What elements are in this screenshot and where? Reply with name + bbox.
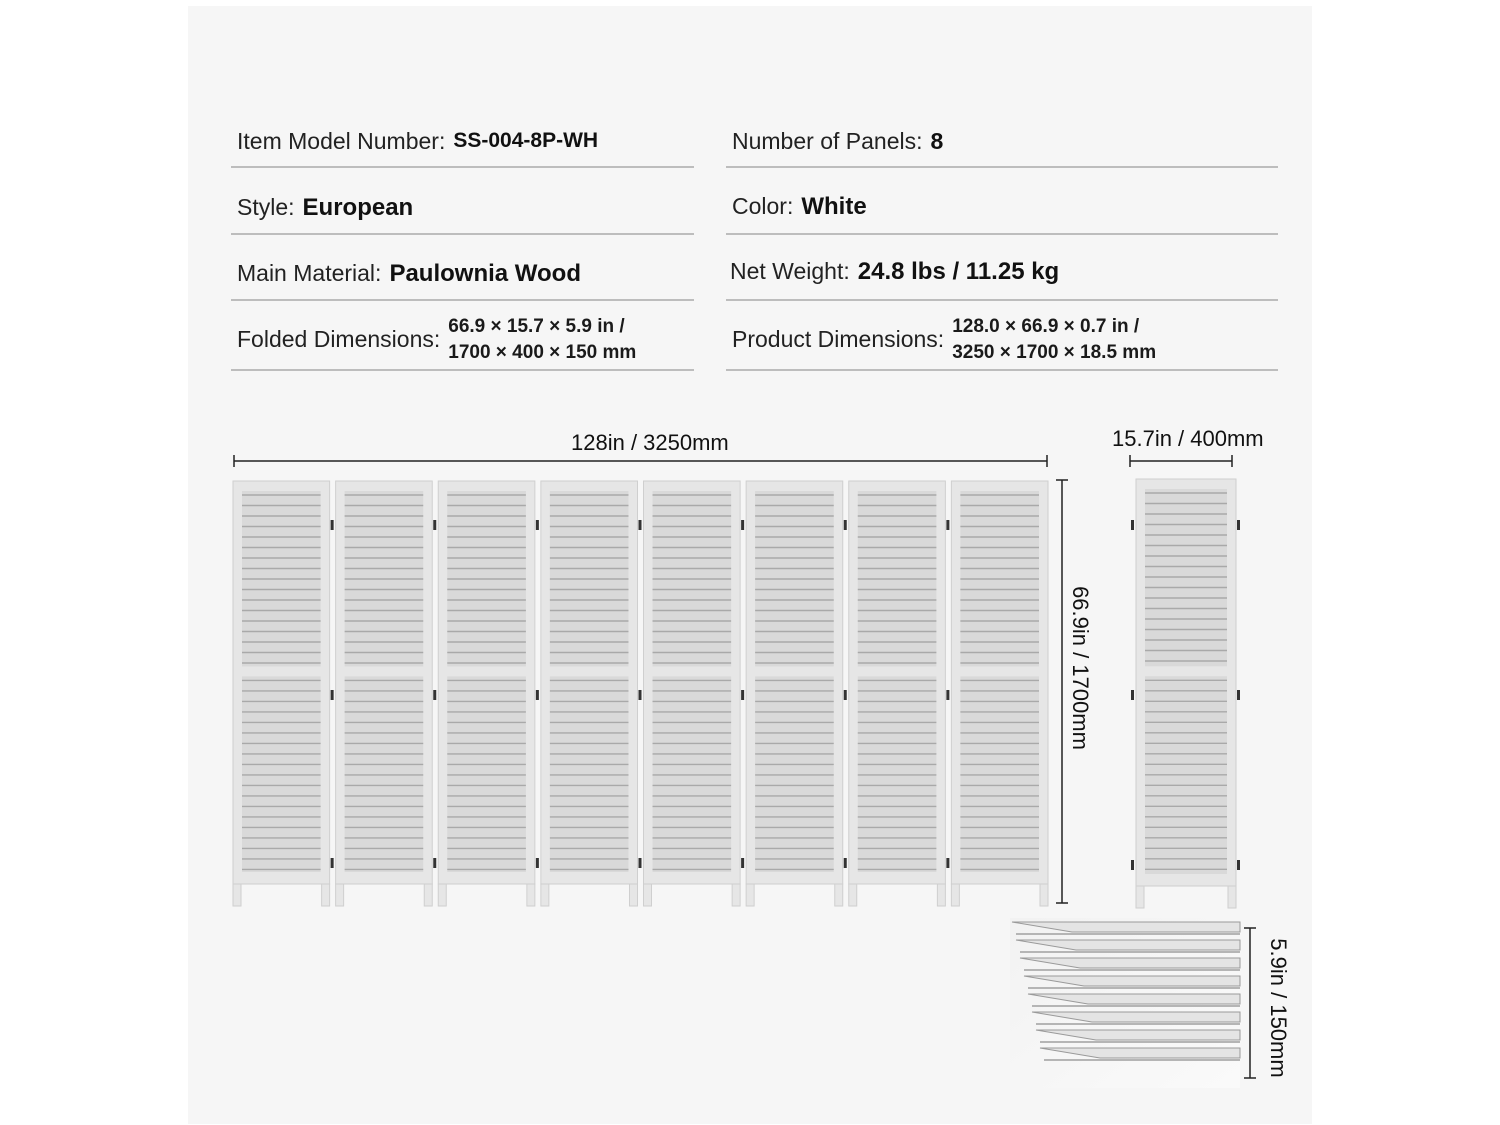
screen-panel — [849, 481, 946, 906]
hinge-icon — [1131, 690, 1134, 700]
screen-panel — [438, 481, 535, 906]
thickness-dimension-label: 5.9in / 150mm — [1266, 938, 1291, 1078]
hinge-icon — [741, 520, 744, 530]
hinge-icon — [639, 520, 642, 530]
hinge-icon — [844, 858, 847, 868]
hinge-icon — [946, 520, 949, 530]
hinge-icon — [331, 858, 334, 868]
spec-label: Main Material: — [237, 260, 382, 286]
side-panel — [1136, 479, 1236, 908]
hinge-icon — [433, 690, 436, 700]
spec-label: Color: — [732, 193, 794, 219]
width-dimension-label: 128in / 3250mm — [571, 430, 729, 455]
spec-value: 24.8 lbs / 11.25 kg — [857, 257, 1060, 285]
hinge-icon — [741, 858, 744, 868]
spec-label: Folded Dimensions: — [237, 326, 441, 352]
spec-value-line: 1700 × 400 × 150 mm — [448, 341, 637, 363]
hinge-icon — [844, 520, 847, 530]
hinge-icon — [946, 858, 949, 868]
hinge-icon — [433, 858, 436, 868]
screen-panel — [541, 481, 638, 906]
hinge-icon — [433, 520, 436, 530]
hinge-icon — [1237, 690, 1240, 700]
screen-panel — [746, 481, 843, 906]
spec-value: SS-004-8P-WH — [453, 129, 599, 152]
spec-label: Number of Panels: — [732, 127, 923, 154]
panel-width-dimension-label: 15.7in / 400mm — [1112, 426, 1264, 451]
hinge-icon — [1131, 520, 1134, 530]
height-dimension-line — [1056, 480, 1068, 903]
screen-panel — [951, 481, 1048, 906]
eight-panel-screen — [233, 481, 1048, 906]
hinge-icon — [844, 690, 847, 700]
thickness-dimension-line — [1244, 928, 1256, 1078]
spec-value-line: 66.9 × 15.7 × 5.9 in / — [448, 315, 625, 337]
hinge-icon — [536, 520, 539, 530]
hinge-icon — [1237, 520, 1240, 530]
hinge-icon — [1237, 860, 1240, 870]
spec-value: Paulownia Wood — [389, 259, 581, 287]
spec-value: White — [801, 192, 867, 220]
spec-value-line: 3250 × 1700 × 18.5 mm — [952, 341, 1157, 363]
hinge-icon — [946, 690, 949, 700]
hinge-icon — [639, 858, 642, 868]
spec-label: Style: — [237, 194, 295, 220]
hinge-icon — [741, 690, 744, 700]
spec-label: Net Weight: — [730, 258, 850, 284]
screen-panel — [644, 481, 741, 906]
screen-panel — [233, 481, 330, 906]
screen-panel — [336, 481, 433, 906]
width-dimension-line — [234, 455, 1047, 467]
spec-value: 8 — [930, 127, 944, 154]
spec-value: European — [302, 193, 414, 221]
hinge-icon — [639, 690, 642, 700]
spec-value-line: 128.0 × 66.9 × 0.7 in / — [952, 315, 1140, 337]
folded-panel-stack — [1010, 918, 1240, 1088]
hinge-icon — [1131, 860, 1134, 870]
hinge-icon — [331, 690, 334, 700]
panel-width-dimension-line — [1130, 455, 1232, 467]
hinge-icon — [536, 858, 539, 868]
hinge-icon — [536, 690, 539, 700]
spec-label: Product Dimensions: — [732, 326, 945, 352]
single-panel-view — [1131, 479, 1240, 908]
hinge-icon — [331, 520, 334, 530]
spec-label: Item Model Number: — [237, 127, 446, 154]
height-dimension-label: 66.9in / 1700mm — [1068, 586, 1093, 750]
